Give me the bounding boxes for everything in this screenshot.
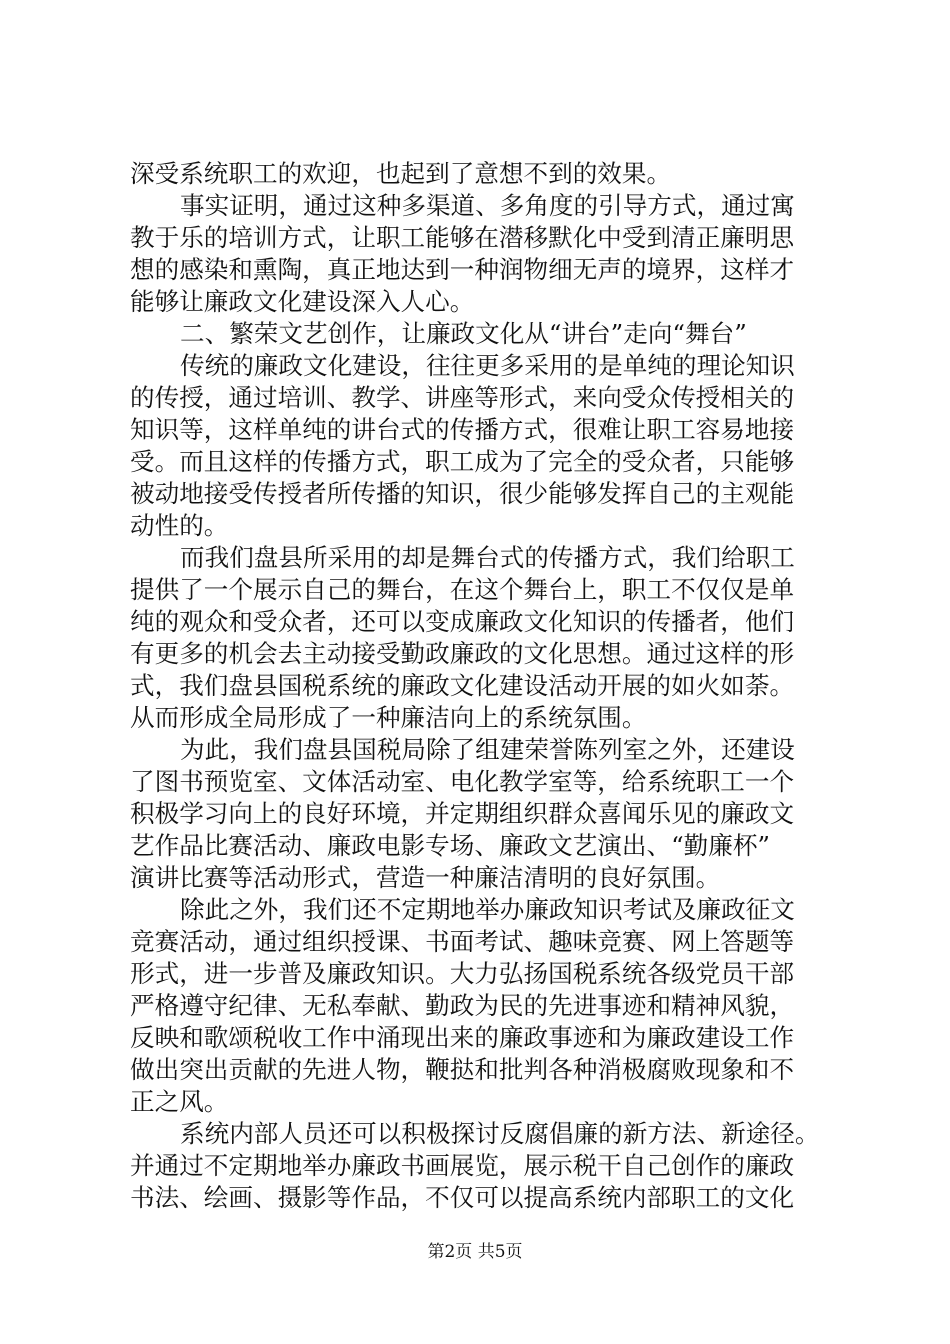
text-line: 系统内部人员还可以积极探讨反腐倡廉的新方法、新途径。: [180, 1119, 820, 1148]
text-line: 有更多的机会去主动接受勤政廉政的文化思想。通过这样的形: [130, 639, 795, 668]
text-line: 而我们盘县所采用的却是舞台式的传播方式，我们给职工: [180, 543, 795, 572]
text-line: 动性的。: [130, 511, 229, 540]
text-line: 提供了一个展示自己的舞台，在这个舞台上，职工不仅仅是单: [130, 575, 795, 604]
text-line: 想的感染和熏陶，真正地达到一种润物细无声的境界，这样才: [130, 255, 795, 284]
text-line: 严格遵守纪律、无私奉献、勤政为民的先进事迹和精神风貌，: [130, 991, 795, 1020]
text-line: 了图书预览室、文体活动室、电化教学室等，给系统职工一个: [130, 767, 795, 796]
text-line: 传统的廉政文化建设，往往更多采用的是单纯的理论知识: [180, 351, 795, 380]
text-line: 被动地接受传授者所传播的知识，很少能够发挥自己的主观能: [130, 479, 795, 508]
text-line: 纯的观众和受众者，还可以变成廉政文化知识的传播者，他们: [130, 607, 795, 636]
text-line: 受。而且这样的传播方式，职工成为了完全的受众者，只能够: [130, 447, 795, 476]
text-line: 事实证明，通过这种多渠道、多角度的引导方式，通过寓: [180, 191, 795, 220]
text-line: 形式，进一步普及廉政知识。大力弘扬国税系统各级党员干部: [130, 959, 795, 988]
text-line: 艺作品比赛活动、廉政电影专场、廉政文艺演出、“勤廉杯”: [130, 831, 770, 860]
text-line: 反映和歌颂税收工作中涌现出来的廉政事迹和为廉政建设工作: [130, 1023, 795, 1052]
text-line: 为此，我们盘县国税局除了组建荣誉陈列室之外，还建设: [180, 735, 795, 764]
text-line: 式，我们盘县国税系统的廉政文化建设活动开展的如火如荼。: [130, 671, 795, 700]
text-line: 教于乐的培训方式，让职工能够在潜移默化中受到清正廉明思: [130, 223, 795, 252]
text-line: 的传授，通过培训、教学、讲座等形式，来向受众传授相关的: [130, 383, 795, 412]
section-heading: 二、繁荣文艺创作，让廉政文化从“讲台”走向“舞台”: [180, 319, 747, 348]
text-line: 深受系统职工的欢迎，也起到了意想不到的效果。: [130, 159, 672, 188]
text-line: 除此之外，我们还不定期地举办廉政知识考试及廉政征文: [180, 895, 795, 924]
text-line: 能够让廉政文化建设深入人心。: [130, 287, 475, 316]
text-line: 书法、绘画、摄影等作品，不仅可以提高系统内部职工的文化: [130, 1183, 795, 1212]
text-line: 演讲比赛等活动形式，营造一种廉洁清明的良好氛围。: [130, 863, 721, 892]
document-body: [0, 158, 950, 1214]
page-number-footer: 第2页 共5页: [427, 1242, 523, 1262]
text-line: 知识等，这样单纯的讲台式的传播方式，很难让职工容易地接: [130, 415, 795, 444]
text-line: 正之风。: [130, 1087, 229, 1116]
text-line: 积极学习向上的良好环境，并定期组织群众喜闻乐见的廉政文: [130, 799, 795, 828]
text-line: 做出突出贡献的先进人物，鞭挞和批判各种消极腐败现象和不: [130, 1055, 795, 1084]
text-line: 并通过不定期地举办廉政书画展览，展示税干自己创作的廉政: [130, 1151, 795, 1180]
text-line: 从而形成全局形成了一种廉洁向上的系统氛围。: [130, 703, 647, 732]
text-line: 竞赛活动，通过组织授课、书面考试、趣味竞赛、网上答题等: [130, 927, 795, 956]
